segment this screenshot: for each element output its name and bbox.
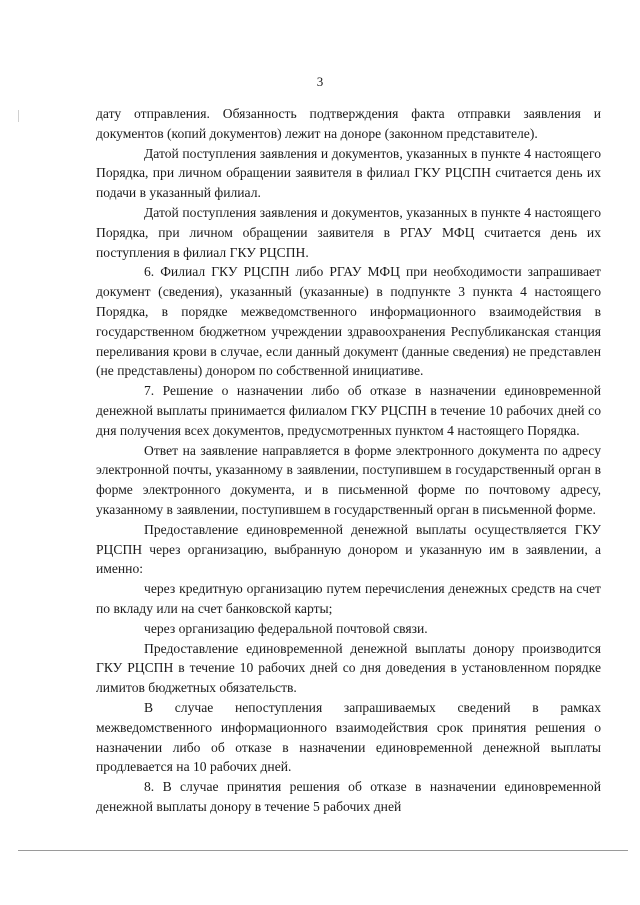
paragraph-via-post: через организацию федеральной почтовой связи. [144, 620, 428, 636]
paragraph-receipt-date-branch: Датой поступления заявления и документов, указанных в пункте 4 настоящего Порядка, при личном обращении заявителя в филиал ГКУ РЦСПН считается день их подачи в указанный филиал. [96, 145, 601, 201]
paragraph-item-6: 6. Филиал ГКУ РЦСПН либо РГАУ МФЦ при необходимости запрашивает документ (сведения), указанный (указанные) в подпункте 3 пункта 4 настоящего Порядка, в порядке межведомственного информационного взаимодействия в государственном бюджетном учреждении здравоохранения Республиканская станция переливания крови в случае, если данный документ (данные сведения) не представлен (не представлены) донором по собственной инициативе. [96, 264, 601, 379]
scan-mark [18, 110, 19, 122]
paragraph-receipt-date-mfc: Датой поступления заявления и документов, указанных в пункте 4 настоящего Порядка, при личном обращении заявителя в РГАУ МФЦ считается день их поступления в филиал ГКУ РЦСПН. [96, 204, 601, 260]
paragraph-response: Ответ на заявление направляется в форме электронного документа по адресу электронной почты, указанному в заявлении, поступившем в государственный орган в форме электронного документа, и в письменной форме по почтовому адресу, указанному в заявлении, поступившем в государственный орган в письменной форме. [96, 442, 601, 517]
page-number: 3 [316, 74, 324, 89]
paragraph-extension: В случае непоступления запрашиваемых сведений в рамках межведомственного информационного взаимодействия срок принятия решения о назначении либо об отказе в назначении единовременной денежной выплаты продлевается на 10 рабочих дней. [96, 699, 601, 775]
footer-rule [18, 850, 628, 851]
paragraph-item-8: 8. В случае принятия решения об отказе в назначении единовременной денежной выплаты донору в течение 5 рабочих дней [96, 779, 601, 814]
paragraph-payment-provision: Предоставление единовременной денежной выплаты осуществляется ГКУ РЦСПН через организацию, выбранную донором и указанную им в заявлении, а именно: [96, 521, 601, 577]
paragraph-item-7: 7. Решение о назначении либо об отказе в назначении единовременной денежной выплаты принимается филиалом ГКУ РЦСПН в течение 10 рабочих дней со дня получения всех документов, предусмотренных пунктом 4 настоящего Порядка. [96, 383, 601, 438]
paragraph-payment-term: Предоставление единовременной денежной выплаты донору производится ГКУ РЦСПН в течение 10 рабочих дней со дня доведения в установленном порядке лимитов бюджетных обязательств. [96, 640, 601, 696]
paragraph-via-credit-org: через кредитную организацию путем перечисления денежных средств на счет по вкладу или на счет банковской карты; [96, 581, 601, 616]
paragraph-continuation: дату отправления. Обязанность подтверждения факта отправки заявления и документов (копий документов) лежит на доноре (законном представителе). [96, 106, 601, 141]
document-body [96, 104, 601, 817]
